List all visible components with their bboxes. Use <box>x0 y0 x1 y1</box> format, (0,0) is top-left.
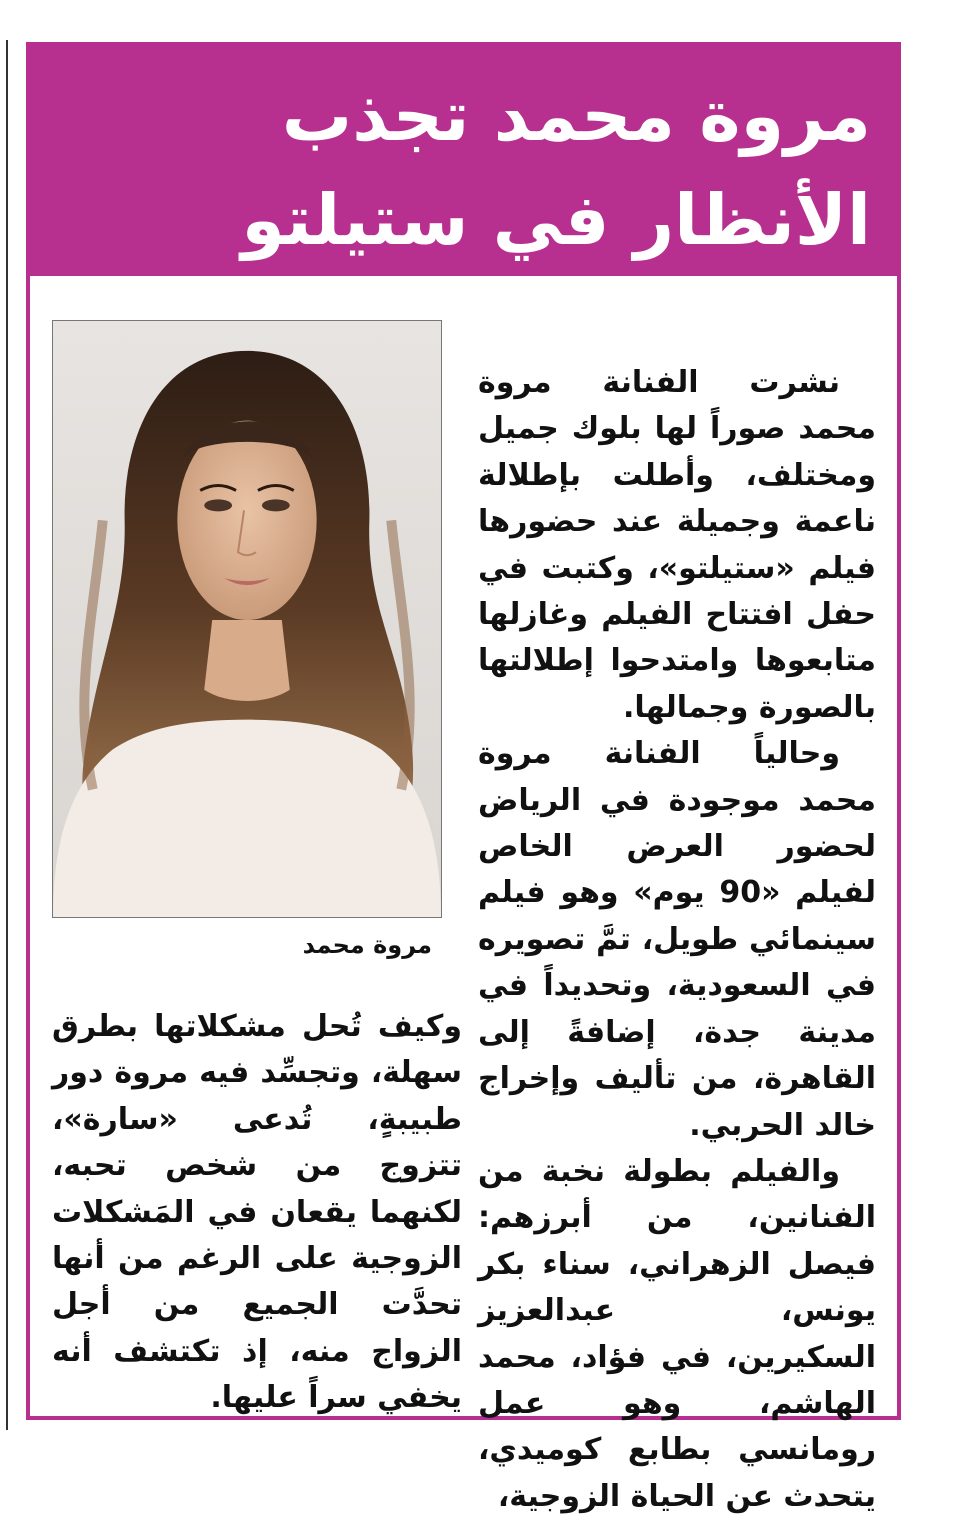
paragraph: نشرت الفنانة مروة محمد صوراً لها بلوك جميل ومختلف، وأطلت بإطلالة ناعمة وجميلة عند حضورها فيلم «ستيلتو»، وكتبت في حفل افتتاح الفيلم وغازلها متابعوها وامتدحوا إطلالتها بالصورة وجمالها. <box>478 365 876 725</box>
page-edge-rule <box>6 40 8 1430</box>
article-frame <box>26 42 901 1514</box>
portrait-photo <box>52 320 442 918</box>
article-column-right <box>478 360 876 1520</box>
portrait-image <box>53 321 441 917</box>
paragraph: وحالياً الفنانة مروة محمد موجودة في الرياض لحضور العرض الخاص لفيلم «90 يوم» وهو فيلم سينمائي طويل، تمَّ تصويره في السعودية، وتحديداً في مدينة جدة، إضافةً إلى القاهرة، من تأليف وإخراج خالد الحربي. <box>478 736 876 1143</box>
paragraph: وكيف تُحل مشكلاتها بطرق سهلة، وتجسِّد فيه مروة دور طبيبةٍ، تُدعى «سارة»، تتزوج من شخص تحبه، لكنهما يقعان في المَشكلات الزوجية على الرغم من أنها تحدَّت الجميع من أجل الزواج منه، إذ تكتشف أنه يخفي سراً عليها. <box>52 1009 462 1416</box>
photo-caption: مروة محمد <box>302 931 432 959</box>
article-column-left <box>52 1004 462 1422</box>
paragraph: والفيلم بطولة نخبة من الفنانين، من أبرزهم: فيصل الزهراني، سناء بكر يونس، عبدالعزيز السكيرين، في فؤاد، محمد الهاشم، وهو عمل رومانسي بطابع كوميدي، يتحدث عن الحياة الزوجية، <box>478 1153 876 1514</box>
headline: مروة محمد تجذب الأنظار في ستيلتو <box>30 46 897 276</box>
